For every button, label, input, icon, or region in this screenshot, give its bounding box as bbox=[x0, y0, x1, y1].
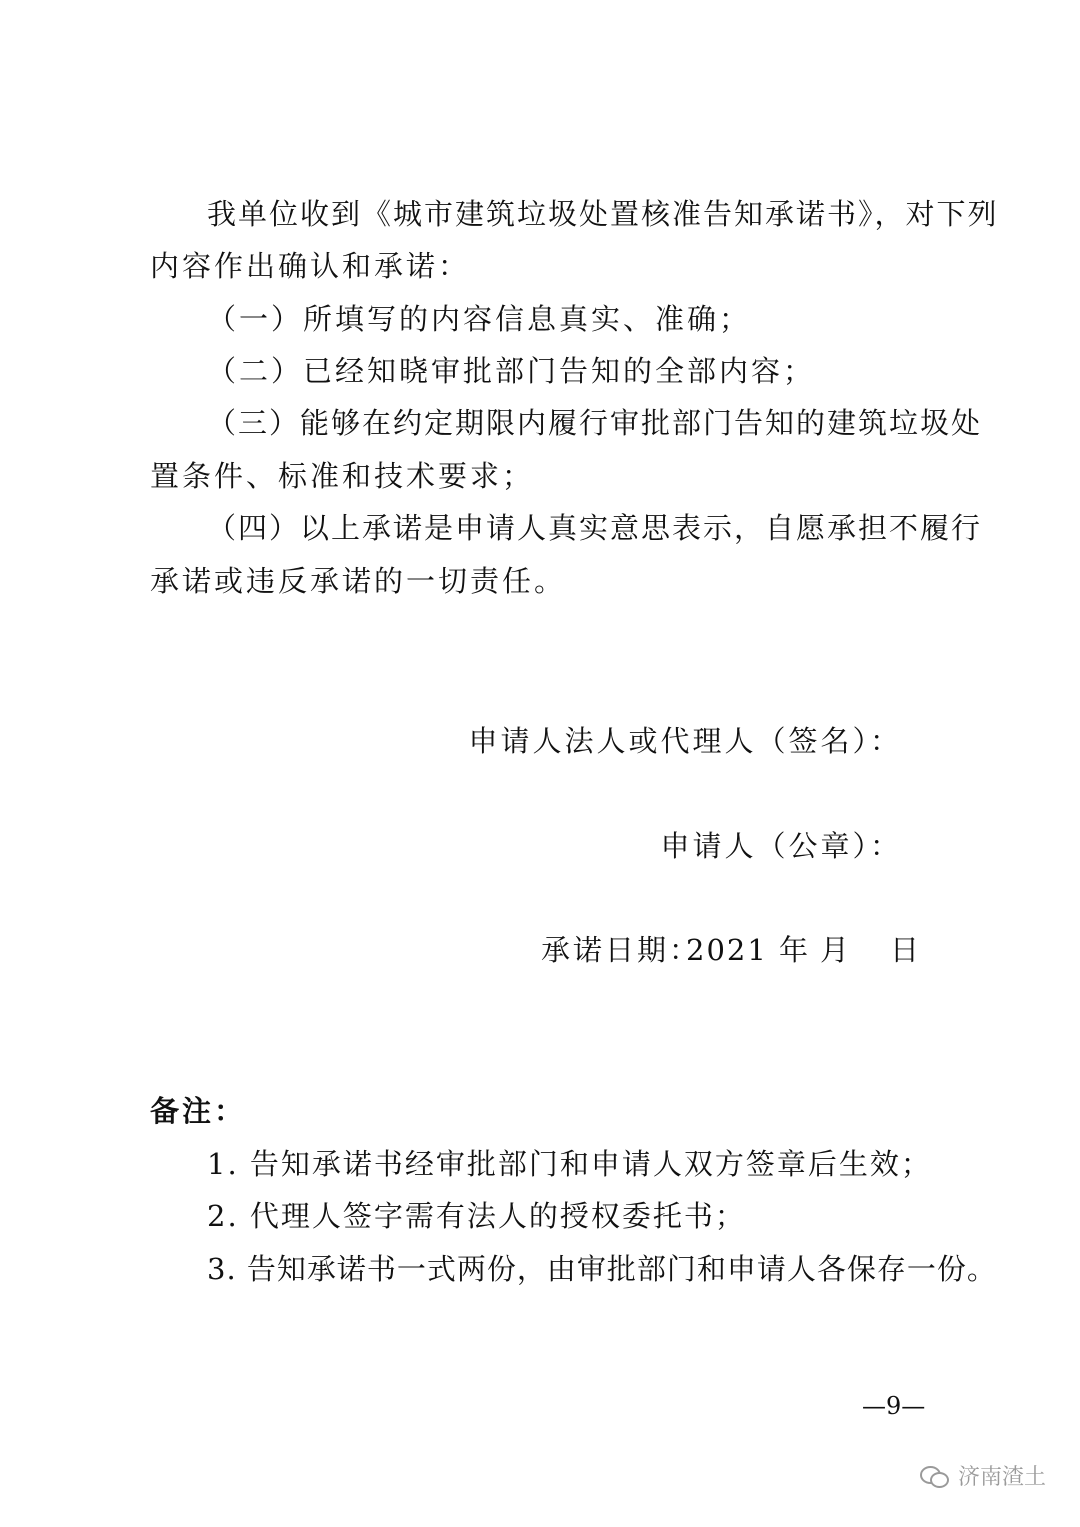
notes-heading: 备注： bbox=[150, 1094, 247, 1128]
intro-line-2: 内容作出确认和承诺： bbox=[150, 249, 471, 283]
legal-person-signature-label: 申请人法人或代理人（签名）： bbox=[468, 724, 902, 758]
item-3: （三）能够在约定期限内履行审批部门告知的建筑垃圾处 bbox=[207, 406, 983, 440]
intro-line-1: 我单位收到《城市建筑垃圾处置核准告知承诺书》，对下列 bbox=[207, 197, 999, 231]
item-4: （四）以上承诺是申请人真实意思表示，自愿承担不履行 bbox=[207, 511, 983, 545]
date-day: 日 bbox=[890, 933, 921, 967]
note-item-1: 1. 告知承诺书经审批部门和申请人双方签章后生效； bbox=[207, 1147, 932, 1181]
item-2: （二）已经知晓审批部门告知的全部内容； bbox=[207, 354, 816, 388]
note-item-3: 3. 告知承诺书一式两份，由审批部门和申请人各保存一份。 bbox=[207, 1252, 997, 1286]
note-item-2: 2. 代理人签字需有法人的授权委托书； bbox=[207, 1199, 746, 1233]
page-number: —9— bbox=[862, 1392, 926, 1420]
watermark bbox=[920, 1460, 1046, 1491]
watermark-text: 济南渣土 bbox=[957, 1465, 1046, 1490]
date-year: 2021 年 bbox=[686, 933, 811, 967]
item-4-cont: 承诺或违反承诺的一切责任。 bbox=[150, 564, 567, 598]
item-1: （一）所填写的内容信息真实、准确； bbox=[207, 302, 752, 336]
item-3-cont: 置条件、标准和技术要求； bbox=[150, 459, 535, 493]
applicant-seal-label: 申请人（公章）： bbox=[660, 829, 902, 863]
date-month: 月 bbox=[820, 933, 851, 967]
date-label: 承诺日期： bbox=[541, 933, 702, 967]
wechat-icon bbox=[920, 1464, 950, 1488]
